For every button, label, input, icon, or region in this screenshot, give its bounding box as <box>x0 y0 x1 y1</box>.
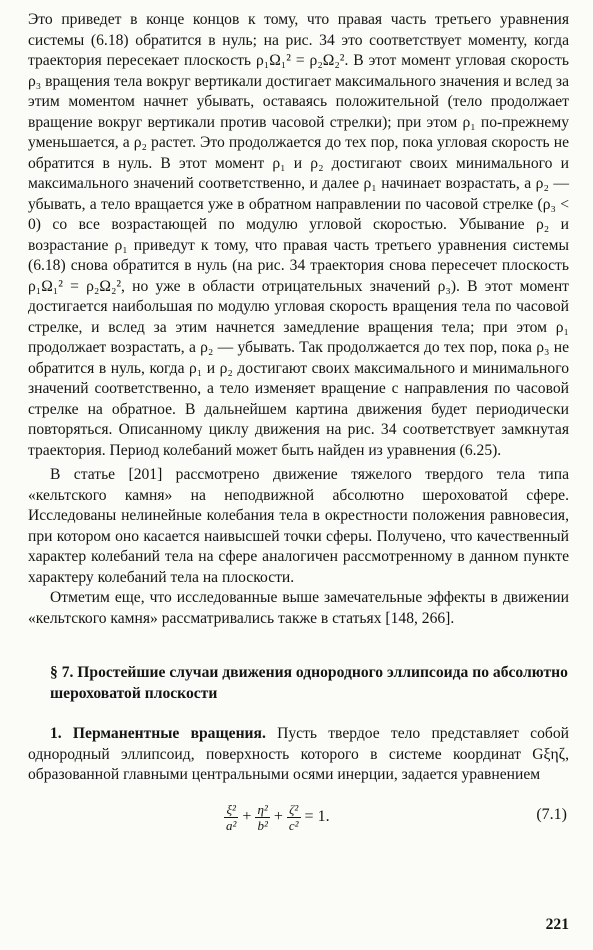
page-number: 221 <box>545 916 569 933</box>
denominator-c: c² <box>288 817 299 833</box>
numerator-xi: ξ² <box>224 802 238 818</box>
section-title: § 7. Простейшие случаи движения однородного эллипсоида по абсолютно шероховатой плоскости <box>50 664 568 702</box>
page-content <box>28 10 569 844</box>
paragraph-2: В статье [201] рассмотрено движение тяжелого твердого тела типа «кельтского камня» на неподвижной абсолютно шероховатой сфере. Исследованы нелинейные колебания тела в окрестности положения равновесия, при котором оно касается наивысшей точки сферы. Получено, что качественный характер колебаний тела на сфере аналогичен рассмотренному в данном пункте характеру колебаний тела на плоскости. <box>28 466 569 586</box>
equation-7-1 <box>28 794 569 844</box>
numerator-eta: η² <box>255 802 269 818</box>
fraction-eta <box>255 802 269 833</box>
numerator-zeta: ζ² <box>287 802 301 818</box>
paragraph-3: Отметим еще, что исследованные выше замечательные эффекты в движении «кельтского камня» рассматривались также в статьях [148, 266]. <box>28 589 569 627</box>
fraction-zeta <box>287 802 301 833</box>
plus-sign-2: + <box>273 807 283 825</box>
subsection-text: Пусть твердое тело представляет собой однородный эллипсоид, поверхность которого в системе координат Gξηζ, образованной главными центральными осями инерции, задается уравнением <box>28 725 569 783</box>
fraction-xi <box>224 802 238 833</box>
equation-rhs: = 1. <box>304 807 330 825</box>
paragraph-1: Это приведет в конце концов к тому, что правая часть третьего уравнения системы (6.18) обратится в нуль; на рис. 34 это соответствует моменту, когда траектория пересекает плоскость ρ₁Ω₁² = ρ₂Ω₂². В этот момент угловая скорость ρ₃ вращения тела вокруг вертикали достигает максимального значения и вслед за этим моментом начнет убывать, оставаясь положительной (тело продолжает вращение вокруг вертикали против часовой стрелки); при этом ρ₁ по-прежнему уменьшается, а ρ₂ растет. Это продолжается до тех пор, пока угловая скорость не обратится в нуль. В этот момент ρ₁ и ρ₂ достигают своих минимального и максимального значений соответственно, и далее ρ₁ начинает возрастать, а ρ₂ — убывать, а тело вращается уже в обратном направлении по часовой стрелке (ρ₃ < 0) со все возрастающей по модулю угловой скоростью. Убывание ρ₂ и возрастание ρ₁ приведут к тому, что правая часть третьего уравнения системы (6.18) снова обратится в нуль (на рис. 34 траектория снова пересечет плоскость ρ₁Ω₁² = ρ₂Ω₂², но уже в области отрицательных значений ρ₃). В этот момент достигается наибольшая по модулю угловая скорость вращения тела по часовой стрелке, и вслед за этим начнется замедление вращения тела; при этом ρ₁ продолжает возрастать, а ρ₂ — убывать. Так продолжается до тех пор, пока ρ₃ не обратится в нуль, когда ρ₁ и ρ₂ достигают своих максимального и минимального значений соответственно, а тело изменяет вращение с направления по часовой стрелке на обратное. В дальнейшем картина движения будет периодически повторяться. Описанному циклу движения на рис. 34 соответствует замкнутая траектория. Период колебаний может быть найден из уравнения (6.25). <box>28 11 569 459</box>
subsection-heading: 1. Перманентные вращения. <box>50 725 266 742</box>
plus-sign-1: + <box>242 807 252 825</box>
equation-number: (7.1) <box>536 805 567 823</box>
subsection-paragraph <box>28 724 569 786</box>
equation-body <box>224 802 334 833</box>
denominator-b: b² <box>257 817 268 833</box>
denominator-a: a² <box>226 817 237 833</box>
